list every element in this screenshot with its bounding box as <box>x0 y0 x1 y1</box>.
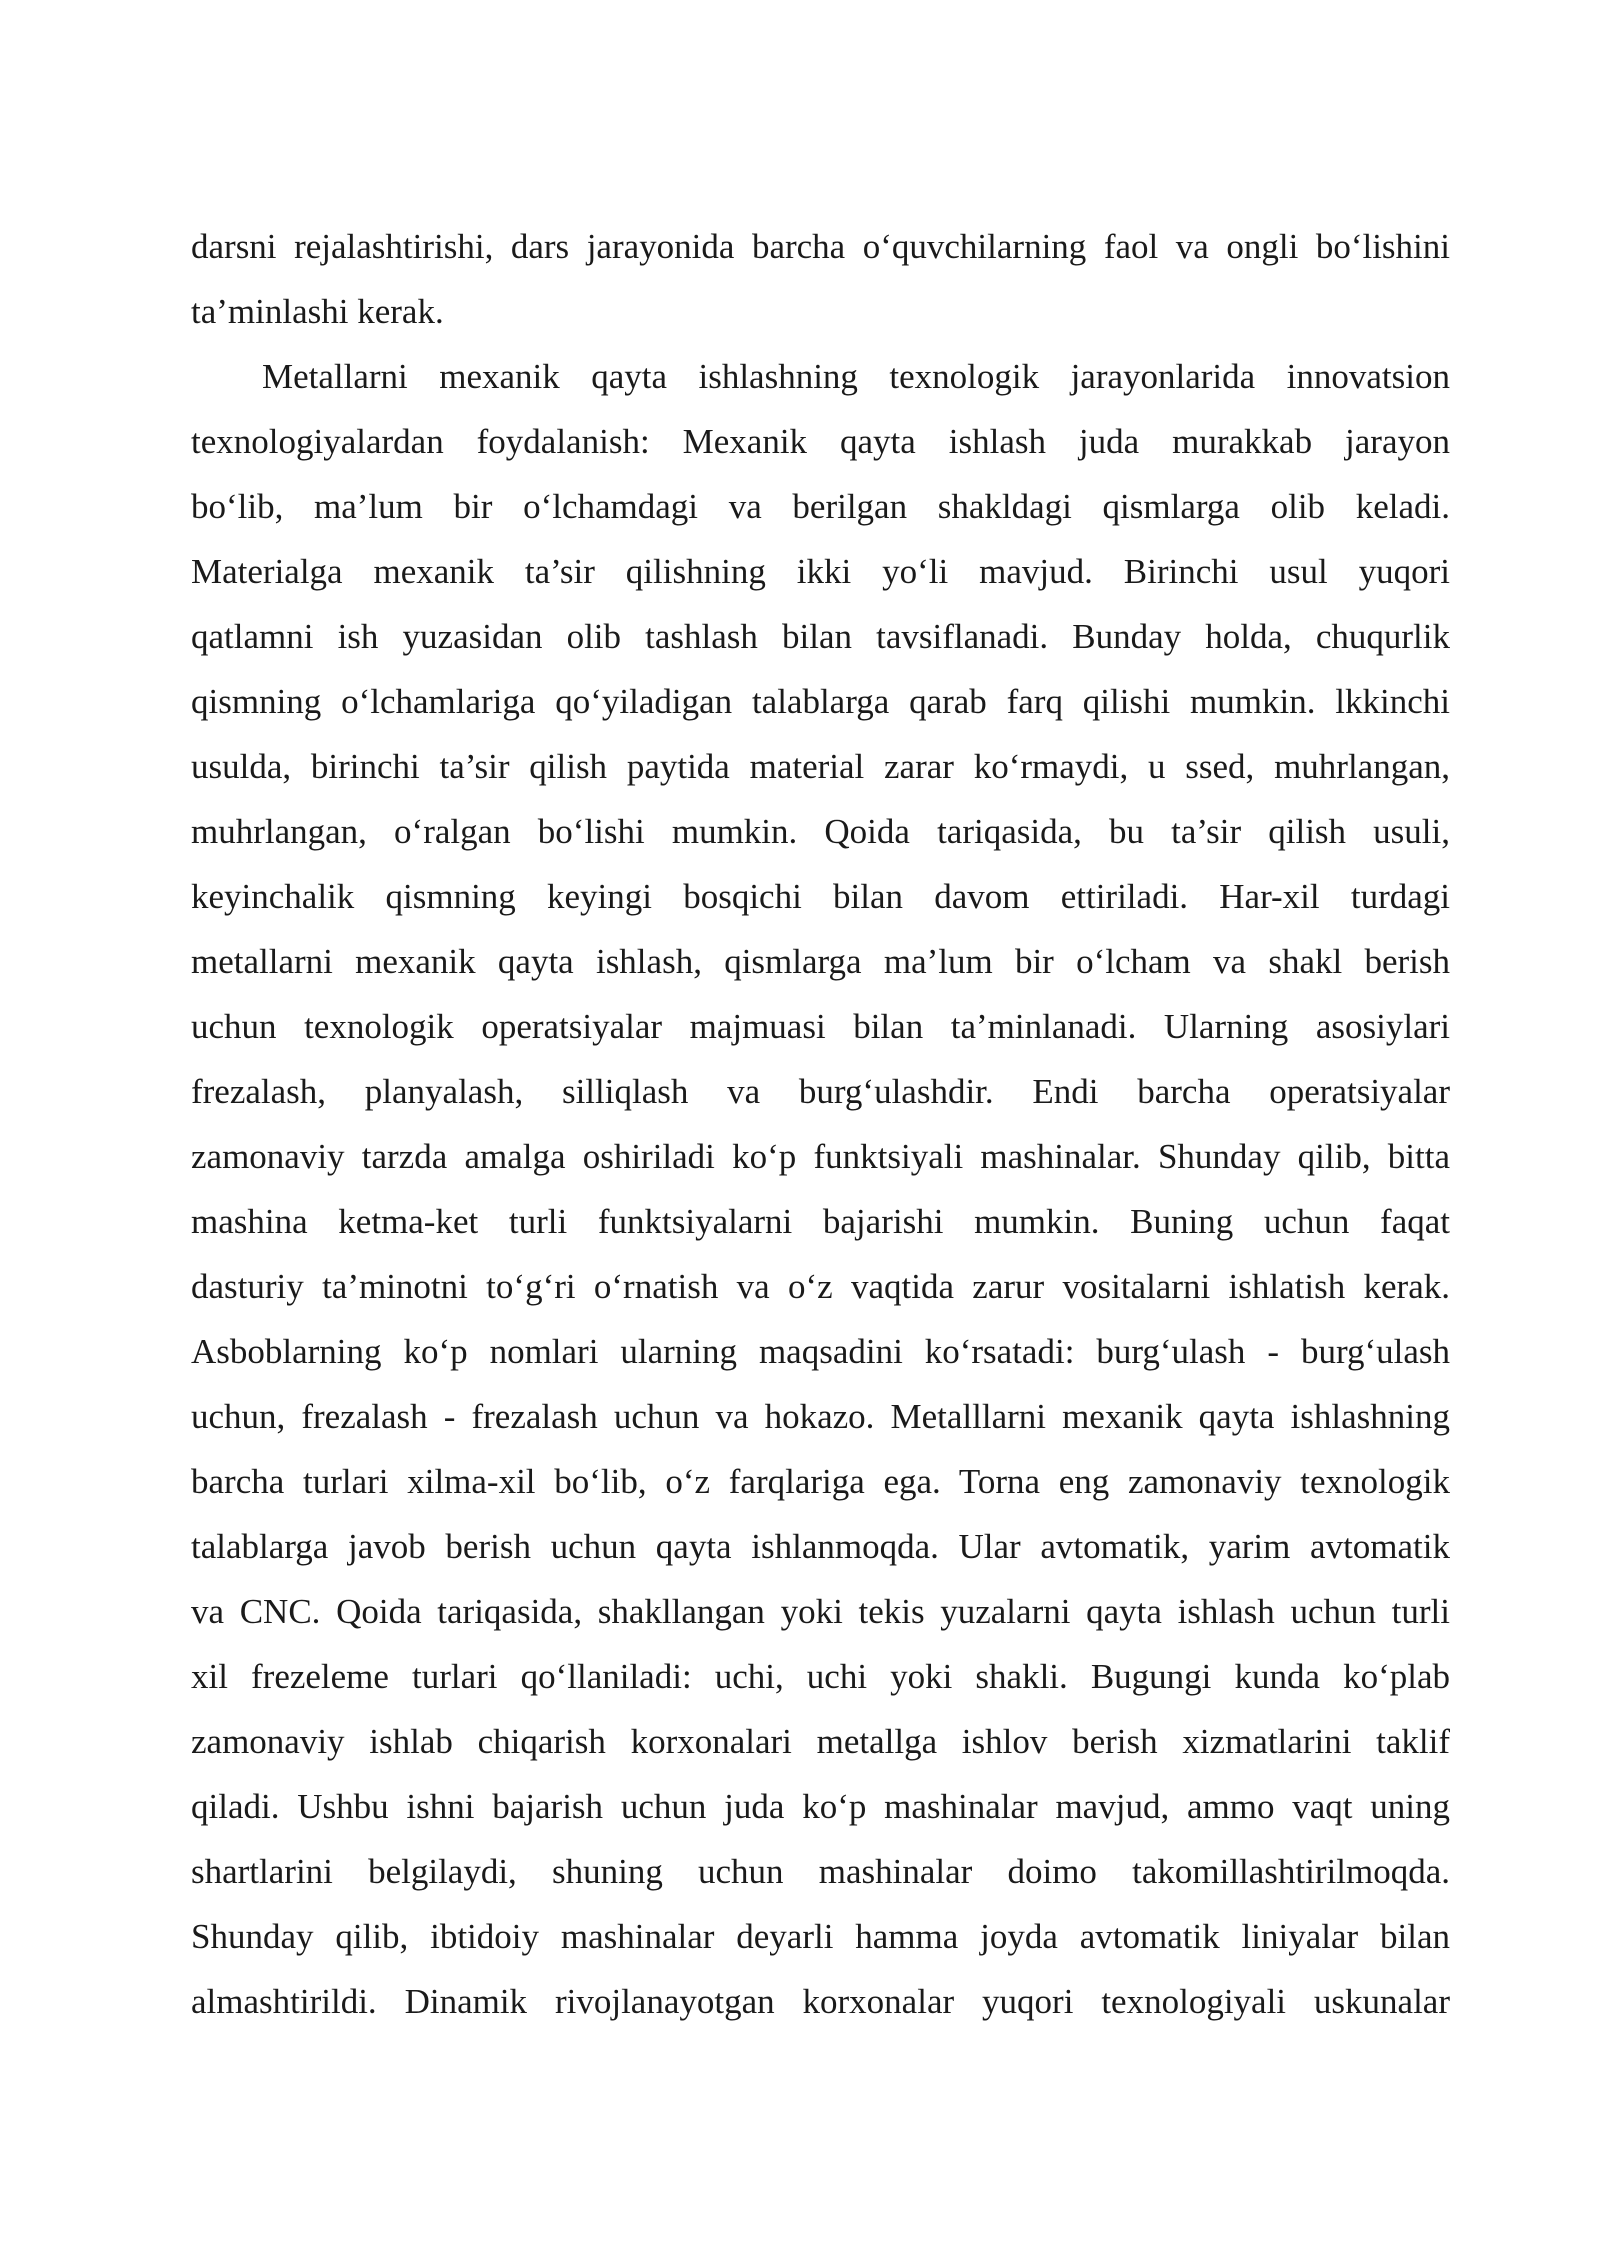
text-line: bo‘lib, ma’lum bir o‘lchamdagi va berilgan shakldagi qismlarga olib keladi. <box>191 487 1450 526</box>
text-line: qiladi. Ushbu ishni bajarish uchun juda ko‘p mashinalar mavjud, ammo vaqt uning <box>191 1787 1450 1826</box>
text-line: qismning o‘lchamlariga qo‘yiladigan talablarga qarab farq qilishi mumkin. lkkinchi <box>191 682 1450 721</box>
text-line: frezalash, planyalash, silliqlash va burg‘ulashdir. Endi barcha operatsiyalar <box>191 1072 1450 1111</box>
text-line: Asboblarning ko‘p nomlari ularning maqsadini ko‘rsatadi: burg‘ulash - burg‘ulash <box>191 1332 1450 1371</box>
text-line: dasturiy ta’minotni to‘g‘ri o‘rnatish va o‘z vaqtida zarur vositalarni ishlatish kerak. <box>191 1267 1450 1306</box>
text-line: Shunday qilib, ibtidoiy mashinalar deyarli hamma joyda avtomatik liniyalar bilan <box>191 1917 1450 1956</box>
text-line: ta’minlashi kerak. <box>191 292 444 331</box>
text-line: metallarni mexanik qayta ishlash, qismlarga ma’lum bir o‘lcham va shakl berish <box>191 942 1450 981</box>
text-line: Materialga mexanik ta’sir qilishning ikki yo‘li mavjud. Birinchi usul yuqori <box>191 552 1450 591</box>
text-line: uchun, frezalash - frezalash uchun va hokazo. Metalllarni mexanik qayta ishlashning <box>191 1397 1450 1436</box>
text-line: zamonaviy ishlab chiqarish korxonalari metallga ishlov berish xizmatlarini taklif <box>191 1722 1450 1761</box>
text-line: muhrlangan, o‘ralgan bo‘lishi mumkin. Qoida tariqasida, bu ta’sir qilish usuli, <box>191 812 1450 851</box>
text-line: barcha turlari xilma-xil bo‘lib, o‘z farqlariga ega. Torna eng zamonaviy texnologik <box>191 1462 1450 1501</box>
text-line: texnologiyalardan foydalanish: Mexanik qayta ishlash juda murakkab jarayon <box>191 422 1450 461</box>
text-line: shartlarini belgilaydi, shuning uchun mashinalar doimo takomillashtirilmoqda. <box>191 1852 1450 1891</box>
body-text <box>191 214 1450 2034</box>
text-line: mashina ketma-ket turli funktsiyalarni bajarishi mumkin. Buning uchun faqat <box>191 1202 1450 1241</box>
text-line: talablarga javob berish uchun qayta ishlanmoqda. Ular avtomatik, yarim avtomatik <box>191 1527 1450 1566</box>
text-line: va CNC. Qoida tariqasida, shakllangan yoki tekis yuzalarni qayta ishlash uchun turli <box>191 1592 1450 1631</box>
text-line: usulda, birinchi ta’sir qilish paytida material zarar ko‘rmaydi, u ssed, muhrlangan, <box>191 747 1450 786</box>
text-line: keyinchalik qismning keyingi bosqichi bilan davom ettiriladi. Har-xil turdagi <box>191 877 1450 916</box>
paragraph-first-line: Metallarni mexanik qayta ishlashning texnologik jarayonlarida innovatsion <box>262 357 1450 396</box>
text-line: uchun texnologik operatsiyalar majmuasi bilan ta’minlanadi. Ularning asosiylari <box>191 1007 1450 1046</box>
text-line: xil frezeleme turlari qo‘llaniladi: uchi, uchi yoki shakli. Bugungi kunda ko‘plab <box>191 1657 1450 1696</box>
text-line: qatlamni ish yuzasidan olib tashlash bilan tavsiflanadi. Bunday holda, chuqurlik <box>191 617 1450 656</box>
text-line: zamonaviy tarzda amalga oshiriladi ko‘p funktsiyali mashinalar. Shunday qilib, bitta <box>191 1137 1450 1176</box>
text-line: almashtirildi. Dinamik rivojlanayotgan korxonalar yuqori texnologiyali uskunalar <box>191 1982 1450 2021</box>
text-line: darsni rejalashtirishi, dars jarayonida barcha o‘quvchilarning faol va ongli bo‘lishini <box>191 227 1450 266</box>
